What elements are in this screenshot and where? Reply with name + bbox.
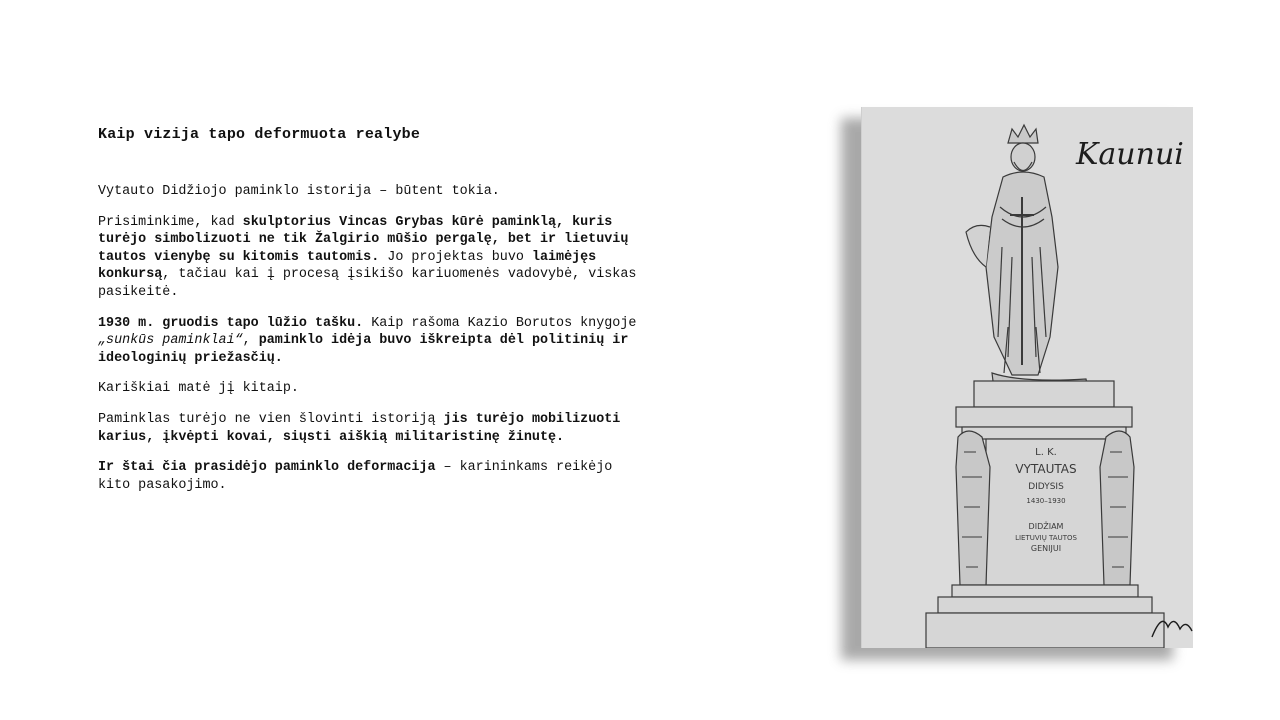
- text-run: Jo projektas buvo: [379, 249, 532, 265]
- text-run: Vytauto Didžiojo paminklo istorija – būtent tokia.: [98, 184, 500, 199]
- paragraph-3: [98, 315, 638, 368]
- body-text: [98, 183, 638, 507]
- slide-title: Kaip vizija tapo deformuota realybe: [98, 126, 421, 143]
- inscription-line-6: LIETUVIŲ TAUTOS: [1015, 534, 1077, 542]
- handwritten-caption: Kaunui: [1076, 137, 1184, 172]
- paragraph-1: [98, 183, 638, 201]
- text-run: – karininkams reikėjo kito pasakojimo.: [98, 460, 613, 493]
- text-run: 1930 m. gruodis tapo lūžio tašku.: [98, 315, 364, 331]
- paragraph-5: [98, 411, 638, 446]
- monument-sketch-image: [861, 107, 1193, 648]
- inscription-line-4: 1430–1930: [1026, 497, 1066, 505]
- paragraph-2: [98, 214, 638, 302]
- text-run: Paminklas turėjo ne vien šlovinti istoriją: [98, 411, 444, 427]
- paragraph-6: [98, 459, 638, 494]
- text-run: „sunkūs paminklai“: [98, 333, 243, 349]
- inscription-line-2: VYTAUTAS: [1015, 462, 1077, 476]
- text-run: ,: [242, 333, 259, 349]
- inscription-line-1: L. K.: [1035, 447, 1057, 458]
- inscription-line-7: GENIJUI: [1030, 544, 1062, 553]
- text-run: laimėjęs konkursą: [98, 249, 597, 283]
- text-run: Kaip rašoma Kazio Borutos knygoje: [363, 315, 637, 331]
- text-run: , tačiau kai į procesą įsikišo kariuomenės vadovybė, viskas pasikeitė.: [98, 267, 637, 300]
- text-run: paminklo idėja buvo iškreipta dėl politinių ir ideologinių priežasčių.: [98, 333, 629, 366]
- text-run: Kariškiai matė jį kitaip.: [98, 381, 299, 397]
- inscription-line-3: DIDYSIS: [1028, 482, 1064, 492]
- text-run: Ir štai čia prasidėjo paminklo deformacija: [98, 460, 436, 476]
- monument-sketch: [862, 107, 1193, 648]
- inscription-line-5: DIDŽIAM: [1028, 522, 1064, 531]
- text-run: skulptorius Vincas Grybas kūrė paminklą, kuris turėjo simbolizuoti ne tik Žalgirio mūšio pergalę, bet ir lietuvių tautos vienybę su kitomis tautomis.: [98, 214, 629, 265]
- paragraph-4: [98, 380, 638, 398]
- text-run: Prisiminkime, kad: [98, 214, 243, 230]
- text-run: jis turėjo mobilizuoti karius, įkvėpti kovai, siųsti aiškią militaristinę žinutę.: [98, 411, 621, 445]
